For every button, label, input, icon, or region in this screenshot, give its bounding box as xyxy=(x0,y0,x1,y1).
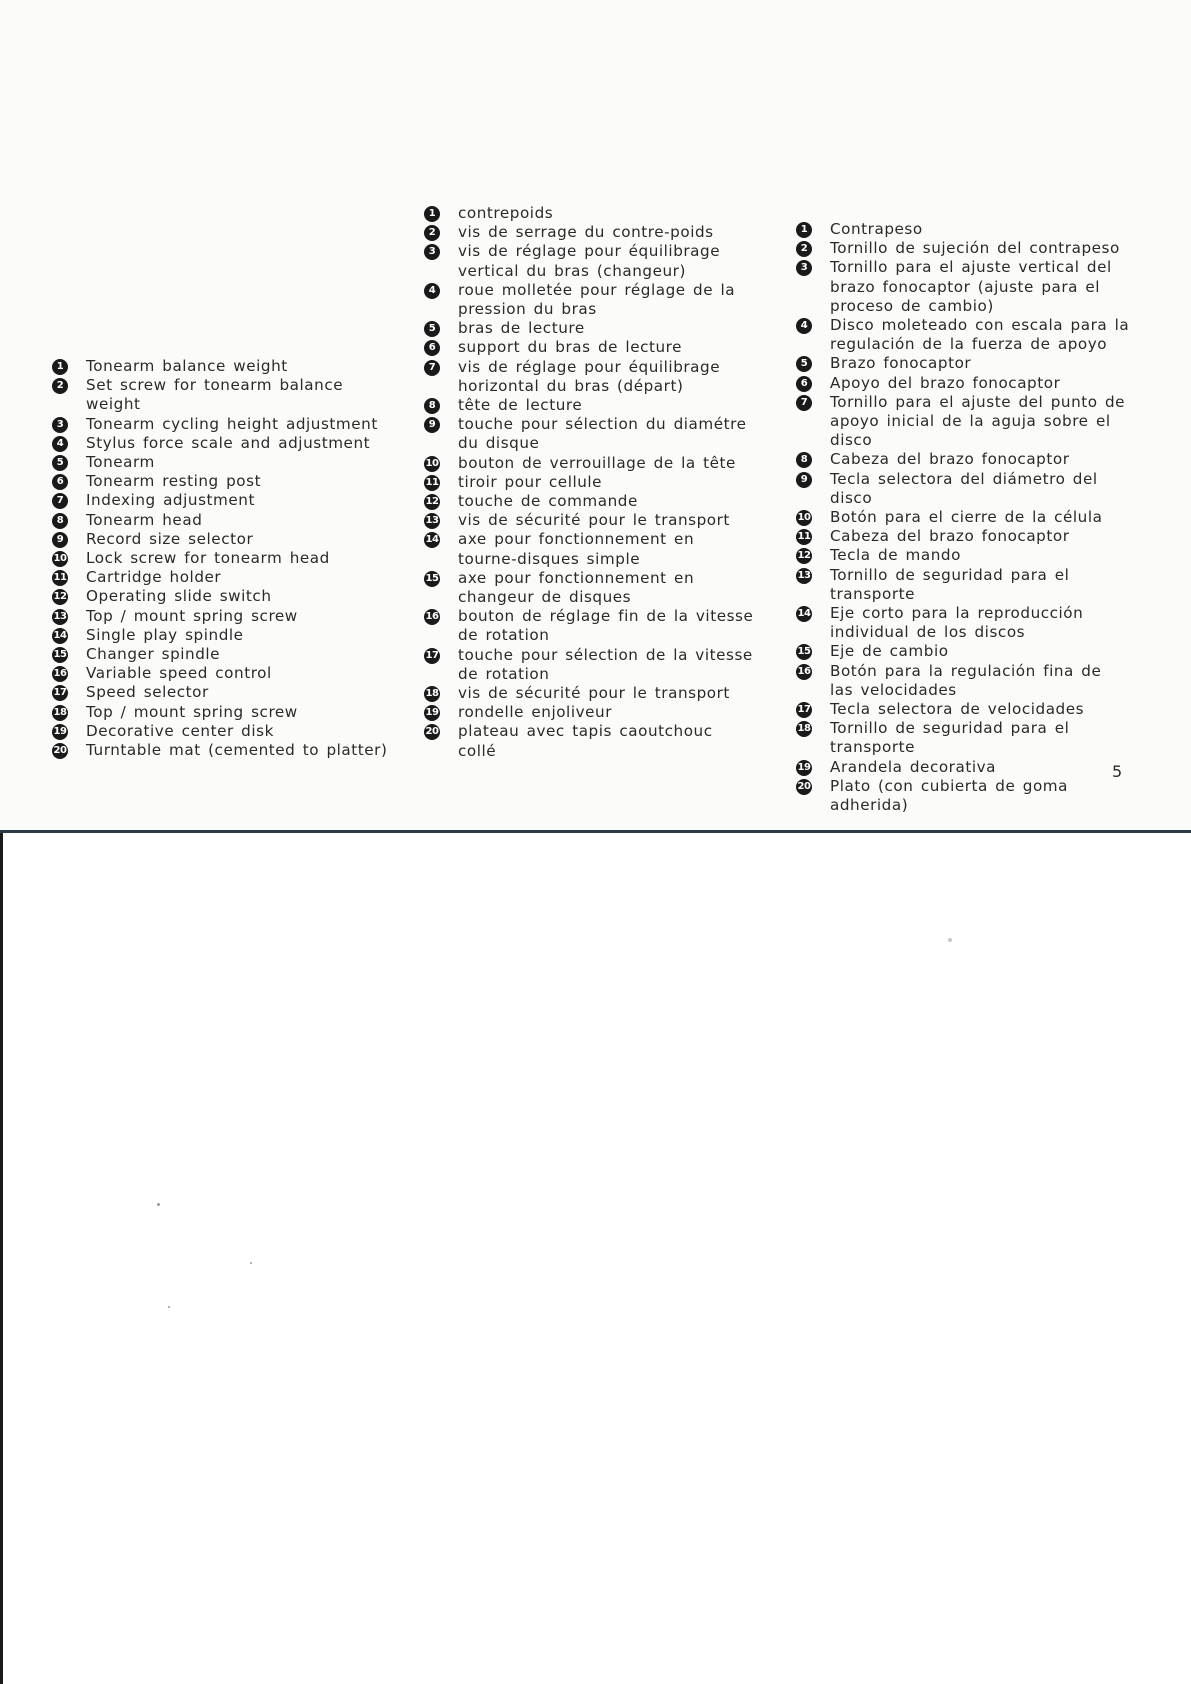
item-number-badge: 15 xyxy=(52,647,68,663)
item-label: Contrapeso xyxy=(830,220,923,238)
list-item xyxy=(796,258,1131,316)
item-label: Turntable mat (cemented to platter) xyxy=(86,741,388,760)
item-label: vis de réglage pour équilibrage horizontal du bras (départ) xyxy=(458,357,721,395)
item-label: Speed selector xyxy=(86,683,209,702)
item-number-badge: 10 xyxy=(796,510,812,526)
item-number-badge: 3 xyxy=(796,260,812,276)
list-item xyxy=(796,470,1131,508)
item-number-badge: 11 xyxy=(52,570,68,586)
item-label: Botón para la regulación fina de las velocidades xyxy=(830,661,1102,699)
item-label: Record size selector xyxy=(86,529,254,548)
list-item xyxy=(52,511,392,530)
item-number-badge: 2 xyxy=(796,241,812,257)
item-label: plateau avec tapis caoutchouc collé xyxy=(458,722,713,760)
item-label: tiroir pour cellule xyxy=(458,472,603,491)
item-number-badge: 13 xyxy=(52,609,68,625)
list-item xyxy=(52,549,392,568)
list-item xyxy=(52,376,392,414)
item-label: Brazo fonocaptor xyxy=(830,354,972,373)
item-number-badge: 6 xyxy=(796,376,812,392)
item-number-badge: 9 xyxy=(796,472,812,488)
item-number-badge: 19 xyxy=(52,724,68,740)
item-label: Cartridge holder xyxy=(86,568,222,587)
scan-speck xyxy=(168,1306,170,1308)
list-item xyxy=(52,626,392,645)
list-item xyxy=(796,700,1131,719)
item-number-badge: 11 xyxy=(424,475,440,491)
item-label: Tecla selectora del diámetro del disco xyxy=(830,469,1098,507)
item-number-badge: 10 xyxy=(52,551,68,567)
list-item xyxy=(424,684,754,703)
scan-left-shadow xyxy=(0,833,3,1684)
item-number-badge: 1 xyxy=(52,359,68,375)
item-label: Changer spindle xyxy=(86,645,221,664)
item-number-badge: 5 xyxy=(424,321,440,337)
list-item xyxy=(52,683,392,702)
item-number-badge: 3 xyxy=(52,417,68,433)
item-label: Single play spindle xyxy=(86,625,244,644)
list-item xyxy=(52,434,392,453)
item-label: touche de commande xyxy=(458,492,638,511)
list-item xyxy=(52,491,392,510)
item-label: Indexing adjustment xyxy=(86,491,255,510)
item-number-badge: 15 xyxy=(796,644,812,660)
list-item xyxy=(52,453,392,472)
item-label: Botón para el cierre de la célula xyxy=(830,508,1103,527)
item-label: touche pour sélection du diamétre du disque xyxy=(458,415,747,453)
item-label: Tornillo de seguridad para el transporte xyxy=(830,719,1070,757)
item-number-badge: 4 xyxy=(796,318,812,334)
item-label: Cabeza del brazo fonocaptor xyxy=(830,450,1070,469)
list-item xyxy=(796,354,1131,373)
list-item xyxy=(52,645,392,664)
list-item xyxy=(424,415,754,453)
item-label: Tecla de mando xyxy=(830,546,961,565)
list-item xyxy=(796,777,1131,815)
item-label: contrepoids xyxy=(458,204,554,222)
item-label: Tornillo de seguridad para el transporte xyxy=(830,565,1070,603)
item-number-badge: 19 xyxy=(796,760,812,776)
scan-speck xyxy=(250,1262,252,1264)
list-item xyxy=(796,508,1131,527)
item-number-badge: 16 xyxy=(424,609,440,625)
scan-speck xyxy=(157,1203,160,1206)
list-item xyxy=(424,473,754,492)
page-number: 5 xyxy=(1112,762,1123,781)
list-item xyxy=(796,220,1131,239)
item-label: vis de sécurité pour le transport xyxy=(458,511,730,530)
item-label: Tornillo para el ajuste del punto de apoyo inicial de la aguja sobre el disco xyxy=(830,392,1126,450)
item-label: Lock screw for tonearm head xyxy=(86,549,330,568)
item-label: Top / mount spring screw xyxy=(86,606,298,625)
item-label: Decorative center disk xyxy=(86,721,274,740)
item-number-badge: 20 xyxy=(52,743,68,759)
item-number-badge: 15 xyxy=(424,571,440,587)
list-item xyxy=(796,719,1131,757)
item-number-badge: 4 xyxy=(424,283,440,299)
list-item xyxy=(796,393,1131,451)
item-label: Cabeza del brazo fonocaptor xyxy=(830,527,1070,546)
item-number-badge: 9 xyxy=(424,417,440,433)
item-number-badge: 18 xyxy=(424,686,440,702)
list-item xyxy=(52,530,392,549)
list-item xyxy=(52,415,392,434)
list-item xyxy=(796,566,1131,604)
item-number-badge: 8 xyxy=(52,513,68,529)
item-number-badge: 2 xyxy=(52,378,68,394)
list-item xyxy=(424,454,754,473)
item-label: tête de lecture xyxy=(458,396,583,415)
list-item xyxy=(424,319,754,338)
item-label: Arandela decorativa xyxy=(830,757,997,776)
list-item xyxy=(424,703,754,722)
item-number-badge: 5 xyxy=(52,455,68,471)
list-item xyxy=(796,662,1131,700)
item-number-badge: 2 xyxy=(424,225,440,241)
item-number-badge: 16 xyxy=(796,664,812,680)
item-label: Tonearm balance weight xyxy=(86,357,288,375)
item-number-badge: 20 xyxy=(796,779,812,795)
list-item xyxy=(424,338,754,357)
item-label: support du bras de lecture xyxy=(458,338,683,357)
item-label: Tecla selectora de velocidades xyxy=(830,700,1085,719)
item-number-badge: 8 xyxy=(796,452,812,468)
item-number-badge: 20 xyxy=(424,724,440,740)
list-item xyxy=(424,281,754,319)
spanish-parts-list xyxy=(796,220,1131,815)
item-label: touche pour sélection de la vitesse de rotation xyxy=(458,645,753,683)
french-parts-list xyxy=(424,204,754,761)
list-item xyxy=(424,223,754,242)
list-item xyxy=(796,239,1131,258)
item-number-badge: 9 xyxy=(52,532,68,548)
item-number-badge: 7 xyxy=(424,360,440,376)
item-number-badge: 14 xyxy=(424,532,440,548)
item-label: bras de lecture xyxy=(458,319,585,338)
list-item xyxy=(796,374,1131,393)
list-item xyxy=(52,664,392,683)
item-number-badge: 17 xyxy=(796,702,812,718)
item-number-badge: 16 xyxy=(52,666,68,682)
list-item xyxy=(52,568,392,587)
list-item xyxy=(52,722,392,741)
list-item xyxy=(52,607,392,626)
list-item xyxy=(424,607,754,645)
item-number-badge: 6 xyxy=(424,340,440,356)
item-label: Tornillo para el ajuste vertical del brazo fonocaptor (ajuste para el proceso de cambio) xyxy=(830,258,1112,315)
list-item xyxy=(52,703,392,722)
item-label: Eje corto para la reproducción individual de los discos xyxy=(830,604,1084,642)
item-number-badge: 17 xyxy=(424,648,440,664)
item-label: Tonearm resting post xyxy=(86,472,262,491)
list-item xyxy=(424,242,754,280)
item-number-badge: 18 xyxy=(796,721,812,737)
list-item xyxy=(424,358,754,396)
item-label: Top / mount spring screw xyxy=(86,702,298,721)
item-number-badge: 13 xyxy=(424,513,440,529)
list-item xyxy=(52,587,392,606)
item-label: axe pour fonctionnement en changeur de disques xyxy=(458,568,695,607)
list-item xyxy=(424,396,754,415)
item-number-badge: 8 xyxy=(424,398,440,414)
item-label: Eje de cambio xyxy=(830,642,949,661)
item-label: Set screw for tonearm balance weight xyxy=(86,376,344,414)
list-item xyxy=(796,450,1131,469)
item-label: Variable speed control xyxy=(86,664,272,683)
list-item xyxy=(424,492,754,511)
item-number-badge: 4 xyxy=(52,436,68,452)
scan-speck xyxy=(948,938,952,942)
item-number-badge: 3 xyxy=(424,244,440,260)
item-number-badge: 7 xyxy=(52,493,68,509)
english-parts-list xyxy=(52,357,392,760)
item-label: Stylus force scale and adjustment xyxy=(86,433,371,452)
list-item xyxy=(796,316,1131,354)
list-item xyxy=(424,722,754,760)
item-label: axe pour fonctionnement en tourne-disques simple xyxy=(458,530,695,568)
list-item xyxy=(52,741,392,760)
item-number-badge: 12 xyxy=(424,494,440,510)
list-item xyxy=(52,357,392,376)
item-label: vis de réglage pour équilibrage vertical du bras (changeur) xyxy=(458,242,721,280)
page-bottom-edge xyxy=(0,830,1191,833)
item-number-badge: 12 xyxy=(796,548,812,564)
item-number-badge: 14 xyxy=(52,628,68,644)
item-number-badge: 14 xyxy=(796,606,812,622)
item-label: Apoyo del brazo fonocaptor xyxy=(830,373,1061,392)
item-number-badge: 1 xyxy=(424,206,440,222)
item-label: Operating slide switch xyxy=(86,587,272,606)
item-label: Plato (con cubierta de goma adherida) xyxy=(830,776,1068,815)
list-item xyxy=(796,758,1131,777)
item-label: Tornillo de sujeción del contrapeso xyxy=(830,239,1120,258)
item-number-badge: 1 xyxy=(796,222,812,238)
item-number-badge: 7 xyxy=(796,395,812,411)
item-number-badge: 13 xyxy=(796,568,812,584)
item-number-badge: 19 xyxy=(424,705,440,721)
list-item xyxy=(796,642,1131,661)
list-item xyxy=(424,511,754,530)
item-number-badge: 5 xyxy=(796,356,812,372)
item-label: bouton de réglage fin de la vitesse de rotation xyxy=(458,607,754,645)
item-label: Tonearm cycling height adjustment xyxy=(86,414,378,433)
list-item xyxy=(796,527,1131,546)
item-label: Disco moleteado con escala para la regulación de la fuerza de apoyo xyxy=(830,316,1130,354)
item-label: bouton de verrouillage de la tête xyxy=(458,453,736,472)
item-label: Tonearm xyxy=(86,453,155,472)
list-item xyxy=(52,472,392,491)
item-number-badge: 17 xyxy=(52,685,68,701)
item-label: rondelle enjoliveur xyxy=(458,703,612,722)
item-number-badge: 12 xyxy=(52,589,68,605)
item-number-badge: 10 xyxy=(424,456,440,472)
list-item xyxy=(424,204,754,223)
item-label: vis de sécurité pour le transport xyxy=(458,684,730,703)
list-item xyxy=(424,569,754,607)
list-item xyxy=(424,530,754,568)
item-number-badge: 11 xyxy=(796,529,812,545)
item-number-badge: 18 xyxy=(52,705,68,721)
item-label: roue molletée pour réglage de la pression du bras xyxy=(458,280,736,319)
list-item xyxy=(796,604,1131,642)
item-label: vis de serrage du contre-poids xyxy=(458,223,714,242)
item-number-badge: 6 xyxy=(52,474,68,490)
list-item xyxy=(796,546,1131,565)
item-label: Tonearm head xyxy=(86,510,203,529)
manual-page xyxy=(0,0,1191,830)
list-item xyxy=(424,646,754,684)
